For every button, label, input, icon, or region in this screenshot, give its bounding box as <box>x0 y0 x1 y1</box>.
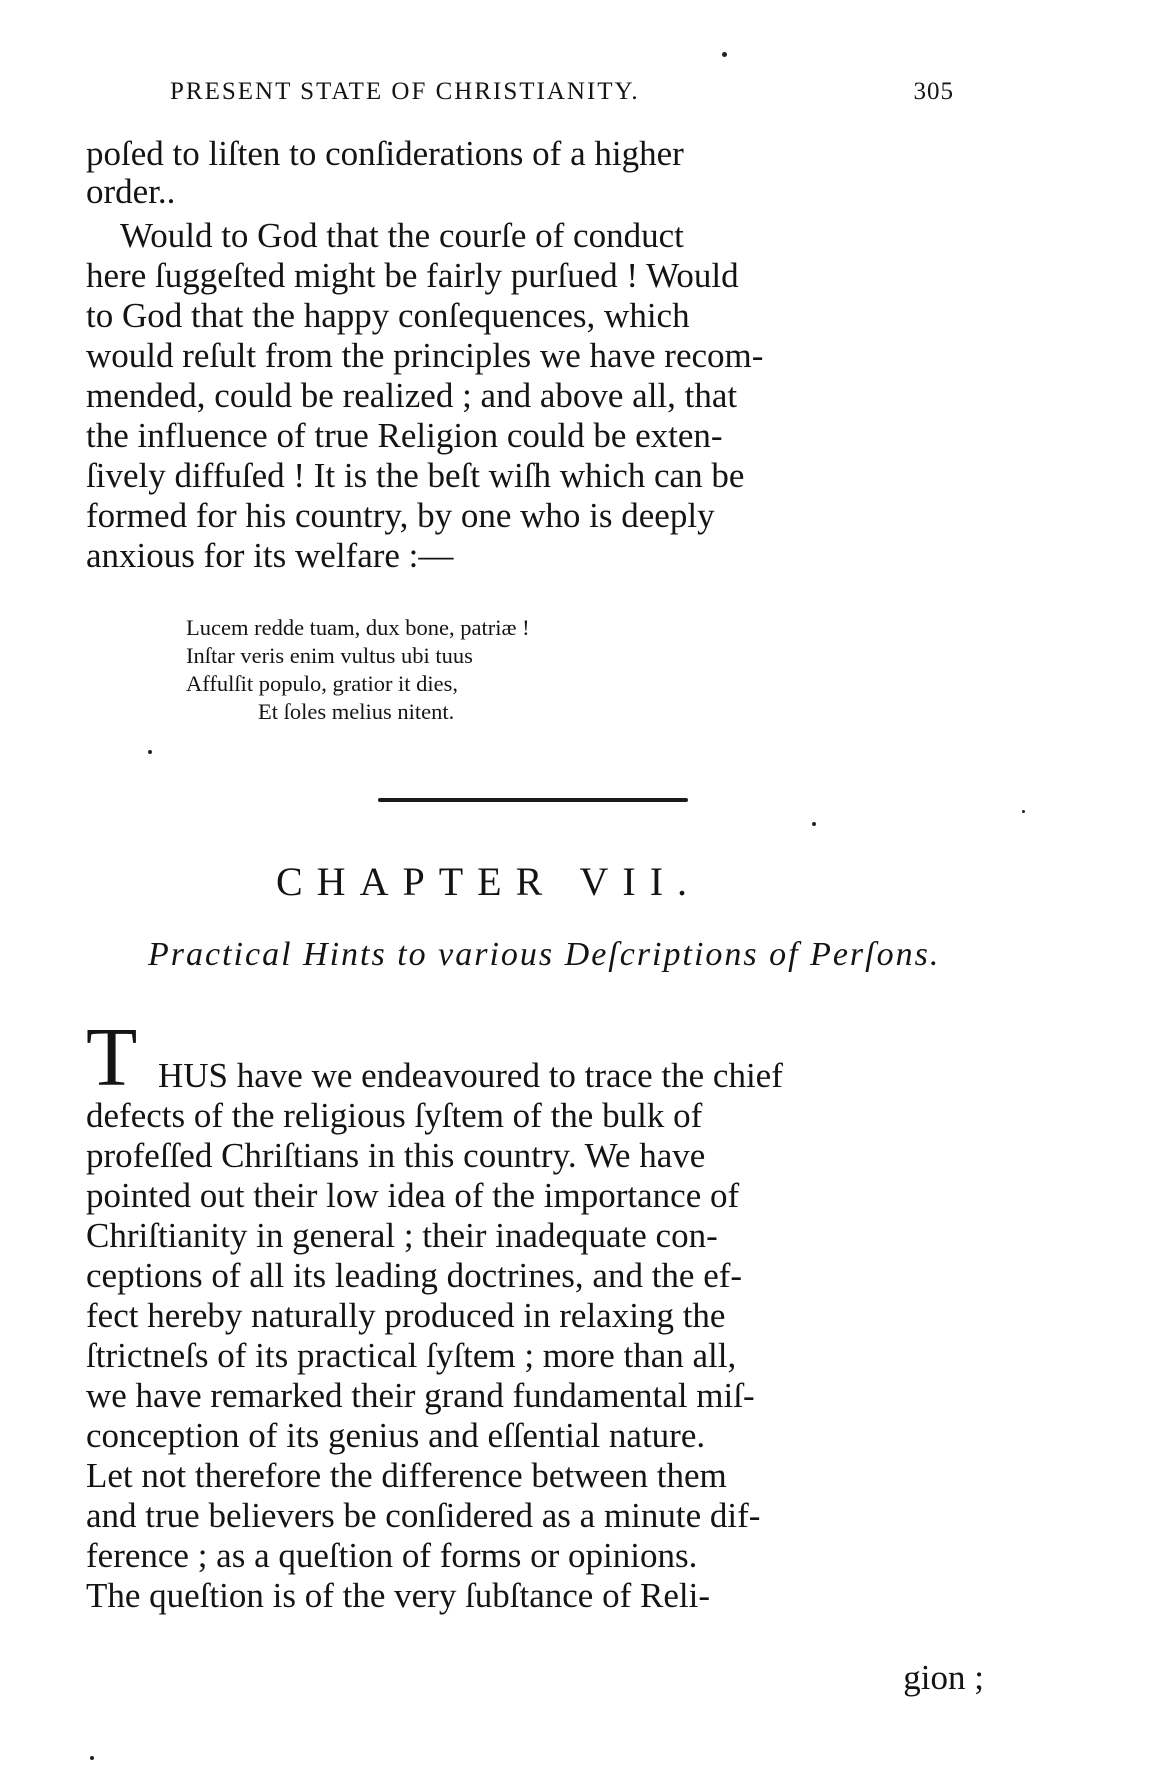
verse-line: Affulſit populo, gratior it dies, <box>186 671 459 696</box>
print-speck <box>1022 810 1025 813</box>
chapter-subtitle: Practical Hints to various Deſcriptions of Perſons. <box>148 936 941 973</box>
verse-line: Lucem redde tuam, dux bone, patriæ ! <box>186 615 530 640</box>
paragraph-2-line: here ſuggeſted might be fairly purſued ! Would <box>86 256 739 295</box>
print-speck <box>90 1756 94 1760</box>
paragraph-2-line: ſively diffuſed ! It is the beſt wiſh which can be <box>86 456 745 495</box>
page-number: 305 <box>913 78 954 105</box>
running-head <box>170 78 1000 106</box>
print-speck <box>812 822 816 826</box>
paragraph-2-line: Would to God that the courſe of conduct <box>120 216 684 255</box>
paragraph-2-line: formed for his country, by one who is deeply <box>86 496 715 535</box>
paragraph-3-line: defects of the religious ſyſtem of the bulk of <box>86 1096 703 1135</box>
paragraph-2-line: mended, could be realized ; and above all, that <box>86 376 738 415</box>
paragraph-2-line: anxious for its welfare :— <box>86 536 454 575</box>
paragraph-1-line: poſed to liſten to conſiderations of a higher <box>86 134 684 173</box>
paragraph-3-line: ſtrictneſs of its practical ſyſtem ; more than all, <box>86 1336 737 1375</box>
paragraph-3-line: Let not therefore the difference between them <box>86 1456 727 1495</box>
paragraph-3-line: profeſſed Chriſtians in this country. We have <box>86 1136 706 1175</box>
print-speck <box>148 750 152 754</box>
paragraph-3-first-line: HUS have we endeavoured to trace the chief <box>158 1056 783 1095</box>
paragraph-3-line: we have remarked their grand fundamental miſ- <box>86 1376 755 1415</box>
running-title: PRESENT STATE OF CHRISTIANITY. <box>170 78 640 105</box>
paragraph-2-line: to God that the happy conſequences, which <box>86 296 690 335</box>
paragraph-3-line: conception of its genius and eſſential nature. <box>86 1416 706 1455</box>
chapter-heading: CHAPTER VII. <box>276 859 702 904</box>
paragraph-3-line: pointed out their low idea of the importance of <box>86 1176 740 1215</box>
paragraph-2-line: would reſult from the principles we have recom- <box>86 336 764 375</box>
paragraph-3-line: ference ; as a queſtion of forms or opinions. <box>86 1536 698 1575</box>
print-speck <box>722 52 727 57</box>
paragraph-3-line: ceptions of all its leading doctrines, and the ef- <box>86 1256 743 1295</box>
section-divider <box>378 798 688 802</box>
catchword: gion ; <box>903 1658 984 1697</box>
verse-line: Inſtar veris enim vultus ubi tuus <box>186 643 473 668</box>
drop-cap: T <box>86 1011 138 1104</box>
paragraph-3-line: fect hereby naturally produced in relaxing the <box>86 1296 726 1335</box>
paragraph-3-line: The queſtion is of the very ſubſtance of Reli- <box>86 1576 710 1615</box>
paragraph-1-line: order.. <box>86 172 176 211</box>
verse-line: Et ſoles melius nitent. <box>258 699 455 724</box>
paragraph-2-line: the influence of true Religion could be exten- <box>86 416 723 455</box>
paragraph-3-line: and true believers be conſidered as a minute dif- <box>86 1496 761 1535</box>
paragraph-3-line: Chriſtianity in general ; their inadequate con- <box>86 1216 718 1255</box>
